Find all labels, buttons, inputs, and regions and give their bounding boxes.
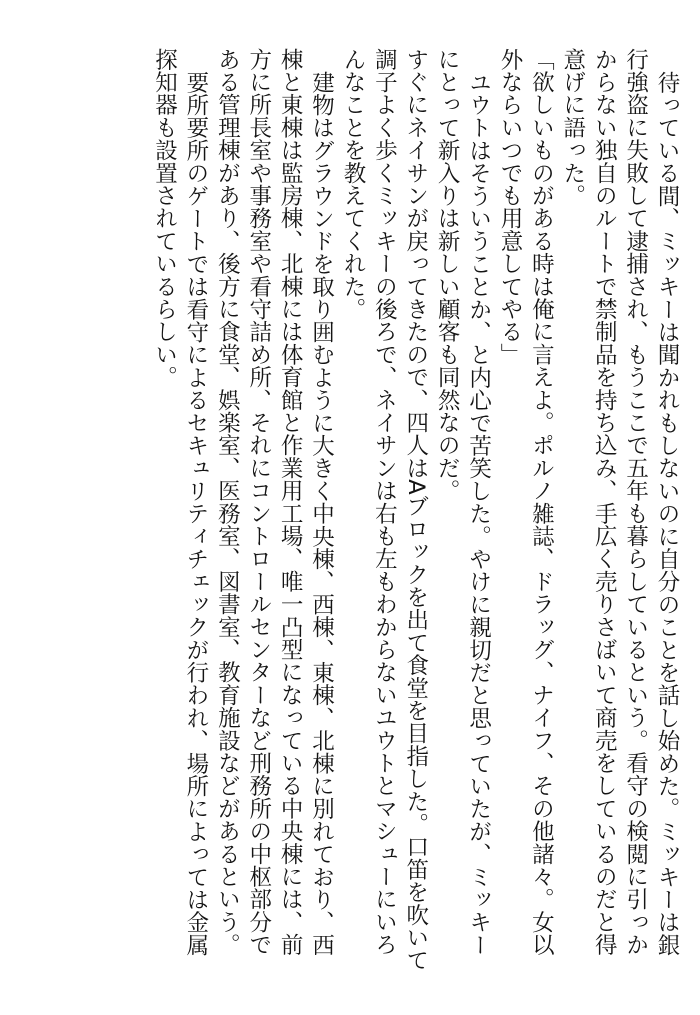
paragraph-3: ユウトはそういうことか、と内心で苦笑した。やけに親切だと思っていたが、ミッキーにとって新入りは新しい顧客も同然なのだ。	[434, 48, 492, 956]
paragraph-1: 待っている間、ミッキーは聞かれもしないのに自分のことを話し始めた。ミッキーは銀行強盗に失敗して逮捕され、もうここで五年も暮らしているという。看守の検閲に引っかからない独自のルートで禁制品を持ち込み、手広く売りさばいて商売をしているのだと得意げに語った。	[559, 48, 680, 956]
vertical-text-body	[148, 48, 682, 978]
paragraph-4: すぐにネイサンが戻ってきたので、四人はAブロックを出て食堂を目指した。口笛を吹いて調子よく歩くミッキーの後ろで、ネイサンは右も左もわからないユウトとマシューにいろんなことを教えてくれた。	[339, 48, 429, 972]
paragraph-5: 建物はグラウンドを取り囲むように大きく中央棟、西棟、東棟、北棟に別れており、西棟と東棟は監房棟、北棟には体育館と作業用工場、唯一凸型になっている中央棟には、前方に所長室や事務室や看守詰め所、それにコントロールセンターなど刑務所の中枢部分である管理棟があり、後方に食堂、娯楽室、医務室、図書室、教育施設などがあるという。	[214, 48, 335, 956]
paragraph-6: 要所要所のゲートでは看守によるセキュリティチェックが行われ、場所によっては金属探知器も設置されているらしい。	[151, 48, 209, 956]
paragraph-2-dialogue: 「欲しいものがある時は俺に言えよ。ポルノ雑誌、ドラッグ、ナイフ、その他諸々。女以外ならいつでも用意してやる」	[496, 48, 555, 956]
